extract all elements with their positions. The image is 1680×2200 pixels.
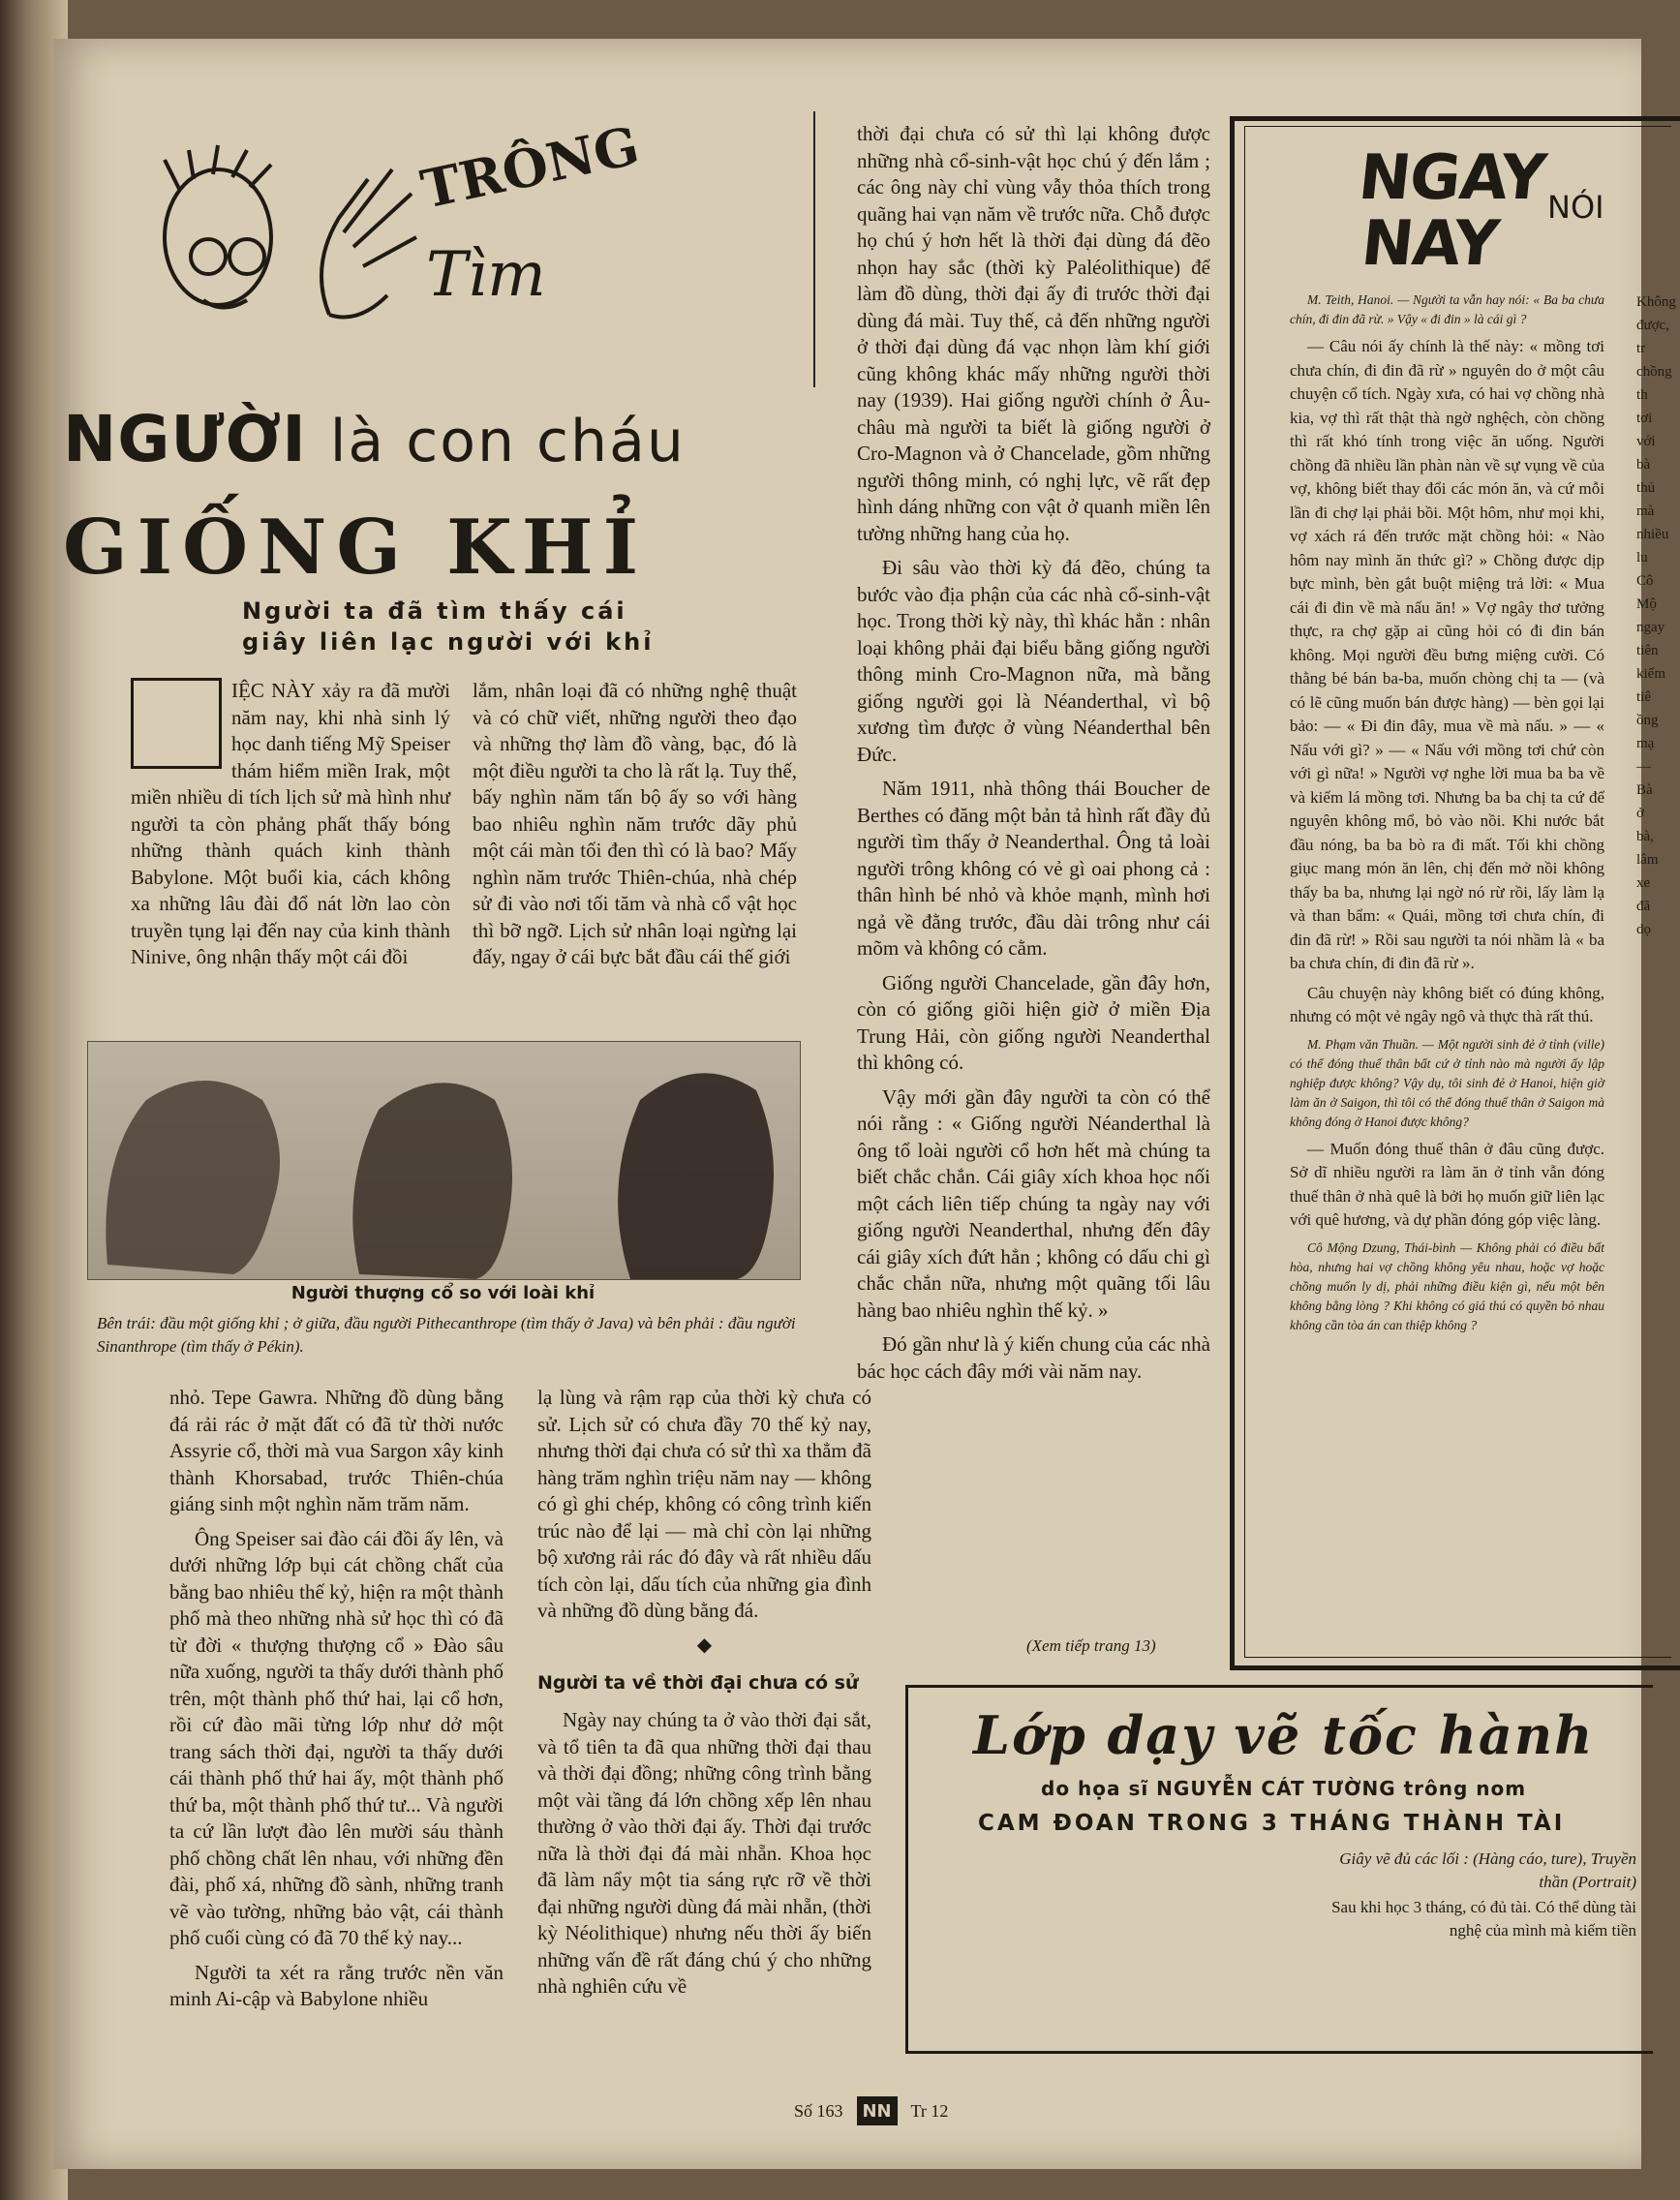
reader-question: M. Phạm văn Thuần. — Một người sinh đẻ ở tỉnh (ville) có thể đóng thuế thân bất cứ ở tỉnh nào mà người ấy lập nghiệp được không? Vậy dụ, tôi sinh đẻ ở Hanoi, hiện giờ làm ăn ở Saigon, thì tôi có thể đóng thuế thân ở Saigon mà không đóng ở Hanoi được không? — [1290, 1036, 1604, 1129]
article-paragraph: Năm 1911, nhà thông thái Boucher de Berthes có đăng một bản tả hình rất đầy đủ người tìm thấy ở Neanderthal. Ông tả loài người trông không có vẻ gì oai phong cả : thân hình bé nhỏ và khỏe mạnh, mình hơi ngả về đằng trước, đầu dài trông như cái mõm và không có cằm. — [857, 777, 1210, 960]
footer-logo: NN — [857, 2096, 898, 2125]
article-paragraph: lạ lùng và rậm rạp của thời kỳ chưa có sử. Lịch sử có chưa đầy 70 thế kỷ nay, nhưng thời đại chưa có sử thì xa thẳm đã hàng trăm nghìn triệu năm nay — không có gì ghi chép, không có công trình kiến trúc nào để lại — mà chỉ còn lại những bộ xương rải rác đó đây và rất nhiều dấu tích còn lại, dấu tích của những gia đình và những đồ dùng bằng đá. — [537, 1386, 871, 1622]
issue-number: Số 163 — [794, 2100, 843, 2121]
article-paragraph: Đó gần như là ý kiến chung của các nhà bác học cách đây mới vài năm nay. — [857, 1332, 1210, 1383]
ad-line2: CAM ĐOAN TRONG 3 THÁNG THÀNH TÀI — [978, 1811, 1566, 1836]
logo-line2: NAY — [1358, 208, 1502, 280]
cartoon-face-hand-illustration — [136, 113, 645, 353]
article-column-2-upper — [473, 678, 797, 979]
header-frame — [97, 111, 815, 387]
editor-answer: — Câu nói ấy chính là thế này: « mồng tơi chưa chín, đi đin đã rừ » nguyên do ở một câu chuyện cổ tích. Ngày xưa, có hai vợ chồng nhà kia, vợ thì rất thật thà ngờ nghệch, còn chồng thì rất khó tính trong việc ăn uống. Người chồng đã nhiều lần phàn nàn về sự vụng về của vợ, không biết thay đổi các món ăn, và cứ mỗi lần đi chợ lại phải bồi. Một hôm, như mọi khi, vợ xách rá đến trước mặt chồng hỏi: « Nào hôm nay mình ăn thức gì? » Chồng được dịp bực mình, bèn gắt buột miệng trả lời: « Mua cái đi đin về mà nấu ăn! » Vợ ngây thơ tưởng thực, ra chợ gặp ai cũng hỏi có đi đin bán không. Mọi người đều bưng miệng cười. Có thằng bé bán ba-ba, muốn chòng chị ta — (và có lẽ cũng muốn bán được hàng) — bèn gọi lại bảo: — « Đi đin đây, mua về mà nấu. » — « Nấu với gì? » — « Nấu với mồng tơi chứ còn với gì nữa! » Người vợ nghe lời mua ba ba về và kiếm lá mồng tơi. Nhưng ba ba chị ta cứ để nguyên không mổ, bỏ vào nồi. Khi nước bắt đầu nóng, ba ba bò ra đi mất. Tối khi chồng giục mang món ăn lên, chị đến mở nồi không thấy ba ba, nhưng lại ngờ nó rừ rồi, lấy làm lạ và than bẩm: « Quái, mồng tơi chưa chín, đi đin đã rừ! » Rồi sau người ta nói nhầm là « ba ba chưa chín, đi đin đã rừ ». — [1290, 337, 1604, 972]
article-paragraph: Ngày nay chúng ta ở vào thời đại sắt, và tổ tiên ta đã qua những thời đại thau và thời đại đồng; những công trình bằng một vài tầng đá lớn chồng xếp lên nhau thường ở vào thời đại ấy. Thời đại trước nữa là thời đại đá mài nhẵn. Khoa học đã làm nẩy một tia sáng rực rỡ về thời đại những người dùng đá mài nhẵn, (thời kỳ Néolithique) nhưng nếu thời ấy biến những vấn đề rất đáng chú ý cho những nhà nghiên cứu về — [537, 1708, 871, 1998]
headline-line2: GIỐNG KHỈ — [63, 504, 649, 592]
reader-question: Cô Mộng Dzung, Thái-bình — Không phải có điều bất hòa, nhưng hai vợ chồng không yêu nhau, hoặc vợ hoặc chồng muốn ly dị, phải những điều kiện gì, nếu một bên không bằng lòng ? Khi không có giá thú có quyền bỏ nhau không cần tòa án can thiệp không ? — [1290, 1239, 1604, 1332]
photo-caption-title: Người thượng cổ so với loài khỉ — [290, 1283, 596, 1303]
article-paragraph: Giống người Chancelade, gần đây hơn, còn có giống giõi hiện giờ ở miền Địa Trung Hải, còn giống người Neanderthal thì không có. — [857, 970, 1210, 1074]
article-paragraph: Người ta xét ra rằng trước nền văn minh Ai-cập và Babylone nhiều — [169, 1960, 504, 2010]
diamond-separator: ◆ — [696, 1634, 713, 1656]
headline-line1 — [63, 402, 686, 476]
ngay-nay-logo — [1349, 142, 1549, 280]
headline-bold: NGƯỜI — [63, 402, 307, 476]
article-column-1-upper — [131, 678, 450, 979]
article-paragraph: lắm, nhân loại đã có những nghệ thuật và có chữ viết, những người theo đạo và những thợ làm đồ vàng, bạc, đó là một điều người ta cho là rất lạ. Tuy thế, bấy nghìn năm tấn bộ ấy so với hàng bao nhiêu nghìn năm trước dãy phủ một cái màn tối đen thì có là bao? Mấy nghìn năm trước Thiên-chúa, nhà chép sử đi vào nơi tối tăm và nhà cổ vật học thì bỡ ngỡ. Lịch sử nhân loại ngừng lại đấy, ngay ở cái bực bắt đầu cái thế giới — [473, 679, 797, 968]
article-paragraph: thời đại chưa có sử thì lại không được những nhà cổ-sinh-vật học chú ý đến lắm ; các ông này chỉ vùng vẫy thỏa thích trong quãng hai vạn năm về trước nữa. Chỗ được họ chú ý hơn hết là thời đại dùng đá đẽo nhọn hay sắc (thời kỳ Paléolithique) để làm đồ dùng, thời đại ấy đi trước thời đại dùng đá mài. Tuy thế, cả đến những người ở thời đại dùng đá vạc nhọn làm khí giới cũng không khác mấy những người thời nay (1939). Hai giống người chính ở Âu-châu mà người ta biết là giống người ở Cro-Magnon và ở Chancelade, gồm những người thông minh, có nghị lực, vẽ rất đẹp hình dáng những con vật ở quanh miền lên tường những hang của họ. — [857, 122, 1210, 545]
head-profiles-image — [88, 1042, 800, 1279]
logo-noi: NÓI — [1547, 189, 1604, 226]
subtitle — [242, 596, 654, 657]
article-paragraph: Đi sâu vào thời kỳ đá đẽo, chúng ta bước vào địa phận của các nhà cổ-sinh-vật học. Trong thời kỳ này, thì khác hẳn : nhân loại không phải đại biểu bằng giống người thông minh Cro-Magnon nữa, mà bằng giống người gọi là Néanderthal, vì bộ xương tìm được ở vùng Néanderthal bên Đức. — [857, 556, 1210, 766]
article-paragraph: Vậy mới gần đây người ta còn có thể nói rằng : « Giống người Néanderthal là ông tổ loài người cổ hơn hết mà chúng ta biết chắc chắn. Cái giây xích khoa học nối một cách liên tiếp chúng ta ngày nay với giống người Neanderthal, nhưng đến đây cái giây xích đứt hẳn ; không có dấu chi gì chắc chắn nữa, nhưng một quãng tối lâu hàng bao nhiêu nghìn thế kỷ. » — [857, 1085, 1210, 1322]
editor-answer: Câu chuyện này không biết có đúng không, nhưng có một vẻ ngây ngô và thực thà rất thú. — [1290, 983, 1604, 1025]
article-intro-paragraph: IỆC NÀY xảy ra đã mười năm nay, khi nhà sinh lý học danh tiếng Mỹ Speiser thám hiểm miền Irak, một miền nhiều di tích lịch sử mà hình như người ta còn phảng phất thấy bóng những thành quách kinh thành Babylone. Một buổi kia, cách không xa những lâu đài đổ nát lờn lao còn truyền tụng lại đến nay của kinh thành Ninive, ông nhận thấy một cái đồi — [131, 679, 450, 968]
page-footer — [794, 2096, 948, 2125]
article-paragraph: nhỏ. Tepe Gawra. Những đồ dùng bằng đá rải rác ở mặt đất có đã từ thời nước Assyrie cổ, thời mà vua Sargon xây kinh thành Khorsabad, trước Thiên-chúa giáng sinh một nghìn năm trăm năm. — [169, 1386, 504, 1515]
page-number: Tr 12 — [910, 2100, 949, 2121]
section-word-tim: Tìm — [426, 239, 546, 311]
headline-light: là con cháu — [329, 408, 686, 475]
section-heading: Người ta về thời đại chưa có sử — [537, 1672, 859, 1694]
ad-details-2: Sau khi học 3 tháng, có đủ tài. Có thể dùng tài nghệ của mình mà kiếm tiền — [1331, 1898, 1636, 1940]
cropped-next-column: Không được, tr chồng th tơi với bà thủ mà nhiều lu Cô Mộ ngay tiên kiểm tiê ồng mạ — Bà ở bà, lâm xe đã dọ — [1636, 294, 1676, 937]
skulls-comparison-photo — [87, 1041, 801, 1280]
subtitle-line1: Người ta đã tìm thấy cái — [242, 597, 627, 625]
article-column-3 — [857, 121, 1210, 1392]
subtitle-line2: giây liên lạc người với khỉ — [242, 628, 655, 656]
dropcap-box — [131, 678, 222, 769]
editor-answer: — Muốn đóng thuế thân ở đâu cũng được. Sở dĩ nhiều người ra làm ăn ở tỉnh vẫn đóng thuế thân ở nhà quê là bởi họ muốn giữ liên lạc với quê hương, và dự phần đóng góp việc làng. — [1290, 1139, 1604, 1229]
ad-details: Giây vẽ đủ các lối : (Hàng cáo, ture), Truyền thần (Portrait) — [1339, 1849, 1636, 1891]
ad-title: Lớp dạy vẽ tốc hành — [973, 1704, 1595, 1766]
article-column-2-lower — [537, 1385, 871, 2008]
dropcap-letter: V — [157, 687, 191, 736]
reader-question: M. Teith, Hanoi. — Người ta vẫn hay nói: « Ba ba chưa chín, đi đin đã rừ. » Vậy « đi đin » là cái gì ? — [1290, 292, 1604, 326]
qa-column — [1290, 290, 1604, 1341]
photo-caption: Bên trái: đầu một giống khỉ ; ở giữa, đầu người Pithecanthrope (tìm thấy ở Java) và bên phải : đầu người Sinanthrope (tìm thấy ở Pékin). — [97, 1314, 796, 1356]
logo-line1: NGAY — [1355, 142, 1549, 214]
article-column-1-lower — [169, 1385, 504, 2021]
continued-note: (Xem tiếp trang 13) — [1026, 1636, 1156, 1655]
article-paragraph: Ông Speiser sai đào cái đồi ấy lên, và dưới những lớp bụi cát chồng chất của bằng bao nhiêu thế kỷ, hiện ra một thành phố mà theo những nhà sử học thì có đã từ đời « thượng thượng cổ » Đào sâu nữa xuống, người ta thấy dưới thành phố trên, một thành phố thứ hai, lại cổ hơn, rồi cứ đào mãi từng lớp như dở một trang sách thời đại, người ta thấy dưới cái thành phố thứ hai ấy, một thành phố thứ ba, một thành phố thứ tư... Và người ta cứ lần lượt đào lên mười sáu thành phố chồng chất lên nhau, với những đền đài, phố xá, những đồ sành, những tranh vẽ vào tường, những bảo vật, cái thành phố cuối cùng có đã 70 thế kỷ nay... — [169, 1526, 504, 1949]
ad-line1: do họa sĩ NGUYỄN CÁT TƯỜNG trông nom — [1041, 1777, 1527, 1800]
section-word-trong: TRÔNG — [415, 113, 645, 221]
